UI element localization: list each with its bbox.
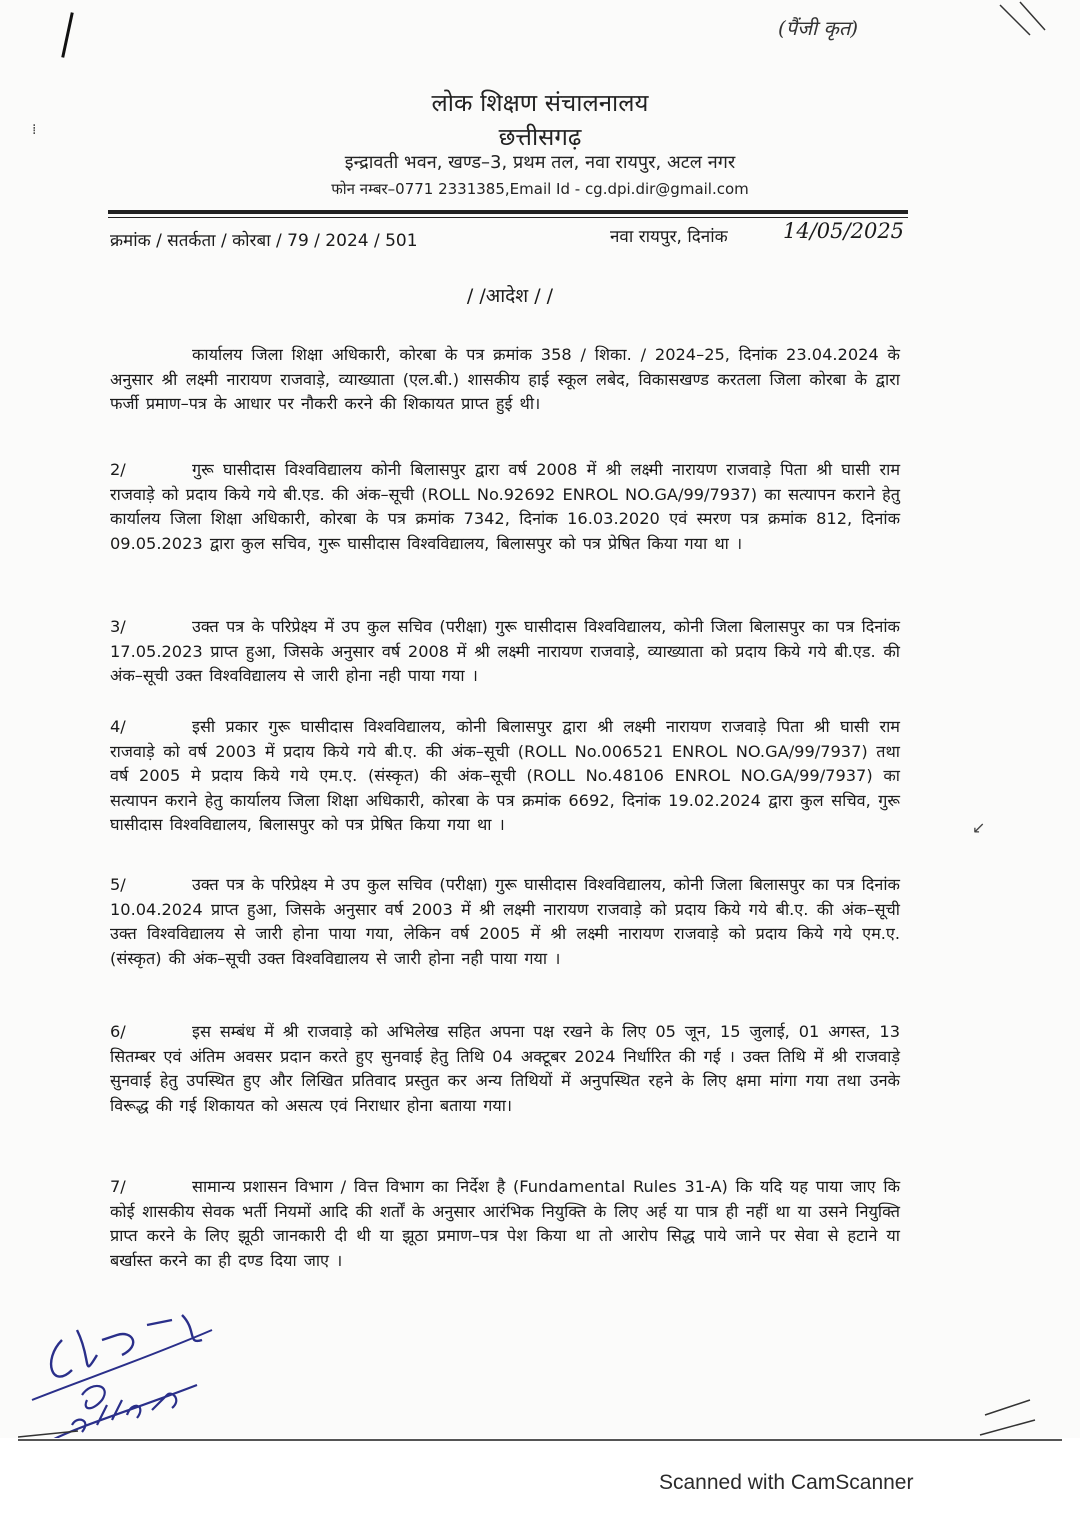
paragraph-2: [110, 458, 900, 556]
paragraph-text: इसी प्रकार गुरू घासीदास विश्वविद्यालय, कोनी बिलासपुर द्वारा श्री लक्ष्मी नारायण राजवाड़े पिता श्री घासी राम राजवाड़े को वर्ष 2003 में प्रदाय किये गये बी.ए. की अंक–सूची (ROLL No.006521 ENROL NO.GA/99/7937) तथा वर्ष 2005 मे प्रदाय किये गये एम.ए. (संस्कृत) की अंक–सूची (ROLL No.48106 ENROL NO.GA/99/7937) का सत्यापन कराने हेतु कार्यालय जिला शिक्षा अधिकारी, कोरबा के पत्र क्रमांक 6692, दिनांक 19.02.2024 द्वारा कुल सचिव, गुरू घासीदास विश्वविद्यालय, बिलासपुर को पत्र प्रेषित किया गया था ।: [110, 717, 900, 835]
paragraph-text: गुरू घासीदास विश्वविद्यालय कोनी बिलासपुर द्वारा वर्ष 2008 में श्री लक्ष्मी नारायण राजवाड़े पिता श्री घासी राम राजवाड़े को प्रदाय किये गये बी.एड. की अंक–सूची (ROLL No.92692 ENROL NO.GA/99/7937) का सत्यापन कराने हेतु कार्यालय जिला शिक्षा अधिकारी, कोरबा के पत्र क्रमांक 7342, दिनांक 16.03.2020 एवं स्मरण पत्र क्रमांक 812, दिनांक 09.05.2023 द्वारा कुल सचिव, गुरू घासीदास विश्वविद्यालय, बिलासपुर को पत्र प्रेषित किया गया था ।: [110, 460, 900, 553]
date-label: नवा रायपुर, दिनांक: [610, 227, 728, 247]
pen-mark: [61, 12, 73, 58]
paragraph-3: [110, 615, 900, 689]
paragraph-5: [110, 873, 900, 971]
org-name: लोक शिक्षण संचालनालय: [431, 89, 649, 117]
state-name: छत्तीसगढ़: [498, 123, 582, 151]
margin-mark: ⁞: [32, 122, 37, 138]
scanner-watermark: Scanned with CamScanner: [659, 1471, 914, 1494]
paragraph-text: सामान्य प्रशासन विभाग / वित्त विभाग का निर्देश है (Fundamental Rules 31-A) कि यदि यह पाया जाए कि कोई शासकीय सेवक भर्ती नियमों आदि की शर्तों के अनुसार आरंभिक नियुक्ति के लिए अर्ह या पात्र ही नहीं था या उसने नियुक्ति प्राप्त करने के लिए झूठी जानकारी दी थी या झूठा प्रमाण–पत्र पेश किया था तो आरोप सिद्ध पाये जाने पर सेवा से हटाने या बर्खास्त करने का ही दण्ड दिया जाए ।: [110, 1177, 900, 1270]
paragraph-number: 6/: [110, 1022, 126, 1041]
reference-number: क्रमांक / सतर्कता / कोरबा / 79 / 2024 / 501: [110, 231, 418, 251]
pen-mark: [990, 0, 1060, 40]
paragraph-text: उक्त पत्र के परिप्रेक्ष्य मे उप कुल सचिव (परीक्षा) गुरू घासीदास विश्वविद्यालय, कोनी जिला बिलासपुर का पत्र दिनांक 10.04.2024 प्राप्त हुआ, जिसके अनुसार वर्ष 2003 में श्री लक्ष्मी नारायण राजवाड़े को प्रदाय किये गये बी.ए. की अंक–सूची उक्त विश्वविद्यालय से जारी होना पाया गया, लेकिन वर्ष 2005 में श्री लक्ष्मी नारायण राजवाड़े को प्रदाय किये गये एम.ए. (संस्कृत) की अंक–सूची उक्त विश्वविद्यालय से जारी होना नही पाया गया ।: [110, 875, 900, 968]
paragraph-number: 3/: [110, 617, 126, 636]
footer-divider: [18, 1439, 1062, 1441]
paragraph-text: उक्त पत्र के परिप्रेक्ष्य में उप कुल सचिव (परीक्षा) गुरू घासीदास विश्वविद्यालय, कोनी जिला बिलासपुर का पत्र दिनांक 17.05.2023 प्राप्त हुआ, जिसके अनुसार वर्ष 2008 में श्री लक्ष्मी नारायण राजवाड़े, व्याख्याता को प्रदाय किये गये बी.एड. की अंक–सूची उक्त विश्वविद्यालय से जारी होना नही पाया गया ।: [110, 617, 900, 686]
paragraph-7: [110, 1175, 900, 1273]
paragraph-6: [110, 1020, 900, 1118]
header-divider-thin: [108, 217, 908, 218]
handwritten-note: (पैंजी कृत): [778, 16, 859, 40]
paragraph-number: 4/: [110, 717, 126, 736]
pen-mark: [975, 1395, 1045, 1440]
order-title: / /आदेश / /: [466, 285, 554, 307]
paragraph-1: [110, 343, 900, 417]
margin-tick: ↙: [972, 818, 986, 837]
paragraph-4: [110, 715, 900, 838]
paragraph-text: इस सम्बंध में श्री राजवाड़े को अभिलेख सहित अपना पक्ष रखने के लिए 05 जून, 15 जुलाई, 01 अगस्त, 13 सितम्बर एवं अंतिम अवसर प्रदान करते हुए सुनवाई हेतु तिथि 04 अक्टूबर 2024 निर्धारित की गई । उक्त तिथि में श्री राजवाड़े सुनवाई हेतु उपस्थित हुए और लिखित प्रतिवाद प्रस्तुत कर अन्य तिथियों में अनुपस्थित रहने के लिए क्षमा मांगा गया तथा उनके विरूद्ध की गई शिकायत को असत्य एवं निराधार होना बताया गया।: [110, 1022, 900, 1115]
contact-line: फोन नम्बर–0771 2331385,Email Id - cg.dpi.dir@gmail.com: [331, 180, 749, 198]
footer-area: [0, 1438, 1080, 1531]
paragraph-number: 7/: [110, 1177, 126, 1196]
paragraph-text: कार्यालय जिला शिक्षा अधिकारी, कोरबा के पत्र क्रमांक 358 / शिका. / 2024–25, दिनांक 23.04.2024 के अनुसार श्री लक्ष्मी नारायण राजवाड़े, व्याख्याता (एल.बी.) शासकीय हाई स्कूल लबेद, विकासखण्ड करतला जिला कोरबा के द्वारा फर्जी प्रमाण–पत्र के आधार पर नौकरी करने की शिकायत प्राप्त हुई थी।: [110, 345, 900, 414]
paragraph-number: 2/: [110, 460, 126, 479]
header-divider-thick: [108, 210, 908, 214]
date-value: 14/05/2025: [783, 219, 905, 243]
office-address: इन्द्रावती भवन, खण्ड–3, प्रथम तल, नवा रायपुर, अटल नगर: [344, 152, 736, 173]
paragraph-number: 5/: [110, 875, 126, 894]
